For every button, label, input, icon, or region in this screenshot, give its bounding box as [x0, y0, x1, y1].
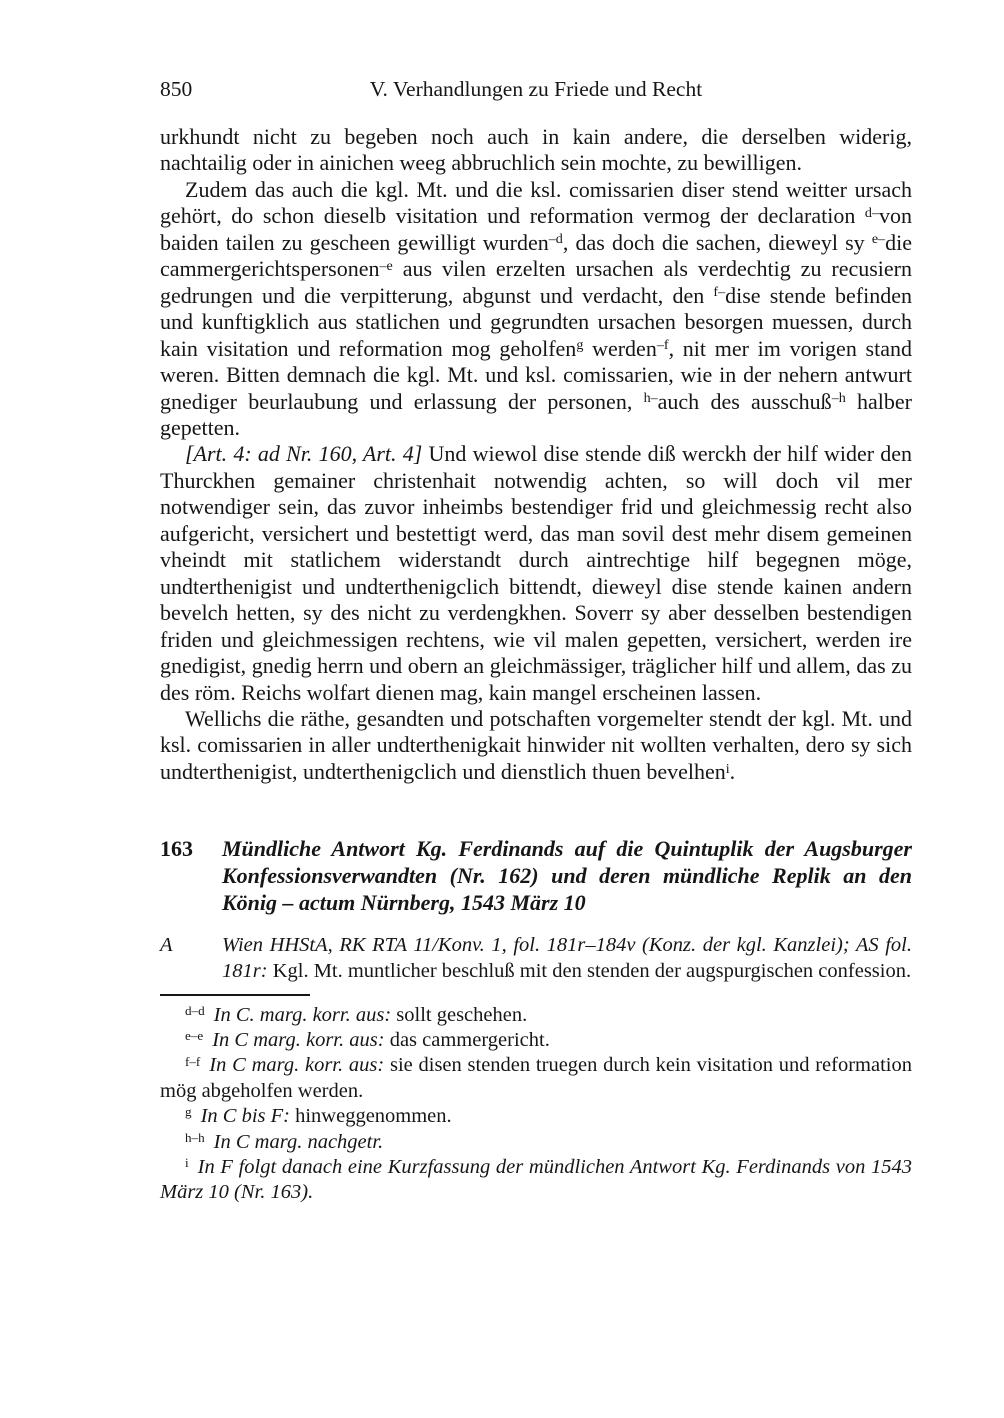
- running-title: V. Verhandlungen zu Friede und Recht: [369, 77, 703, 101]
- page-header: [160, 76, 912, 103]
- document-heading: [160, 835, 912, 916]
- footnote: f–f In C marg. korr. aus: sie disen stenden truegen durch kein visitation und reformation mög abgeholfen werden.: [160, 1053, 912, 1102]
- page-number: 850: [160, 77, 193, 101]
- source-description: Wien HHStA, RK RTA 11/Konv. 1, fol. 181r–184v (Konz. der kgl. Kanzlei); AS fol. 181r: Kgl. Mt. muntlicher beschluß mit den stenden der augspurgischen confession.: [222, 934, 912, 982]
- footnote: i In F folgt danach eine Kurzfassung der mündlichen Antwort Kg. Ferdinands von 1543 März 10 (Nr. 163).: [160, 1155, 912, 1204]
- footnote-separator: [160, 994, 310, 996]
- footnote: d–d In C. marg. korr. aus: sollt geschehen.: [185, 1002, 528, 1026]
- document-number: 163: [160, 836, 193, 862]
- source-siglum: A: [160, 934, 173, 957]
- body-paragraph: Zudem das auch die kgl. Mt. und die ksl. comissarien diser stend weitter ursach gehört, do schon dieselb visitation und reformation vermog der declaration d–von baiden tailen zu gescheen gewilligt wurden–d, das doch die sachen, dieweyl sy e–die cammergerichtspersonen–e aus vilen erzelten ursachen als verdechtig zu recusiern gedrungen und die verpitterung, abgunst und verdacht, den f–dise stende befinden und kunftigklich aus statlichen und gegrundten ursachen besorgen muessen, durch kain visitation und reformation mog geholfeng werden–f, nit mer im vorigen stand weren. Bitten demnach die kgl. Mt. und ksl. comissarien, wie in der nehern antwurt gnediger beurlaubung und erlassung der personen, h–auch des ausschuß–h halber gepetten.: [160, 176, 913, 440]
- footnote: h–h In C marg. nachgetr.: [185, 1129, 384, 1153]
- footnote: e–e In C marg. korr. aus: das cammergericht.: [185, 1028, 550, 1052]
- body-paragraph: Wellichs die räthe, gesandten und potschaften vorgemelter stendt der kgl. Mt. und ksl. comissarien in aller undterthenigkait hinwider nit wollten verhalten, dero sy sich undterthenigist, undterthenigclich und dienstlich thuen bevelheni.: [160, 705, 912, 784]
- source-entry: [160, 933, 912, 984]
- body-text: [160, 124, 912, 1206]
- document-title: Mündliche Antwort Kg. Ferdinands auf die Quintuplik der Augsburger Konfessionsverwandten (Nr. 162) und deren mündliche Replik an den König – actum Nürnberg, 1543 März 10: [222, 836, 912, 916]
- footnotes-section: [160, 1003, 912, 1206]
- footnote: g In C bis F: hinweggenommen.: [185, 1104, 452, 1128]
- body-paragraph: [Art. 4: ad Nr. 160, Art. 4] Und wiewol dise stende diß werckh der hilf wider den Thurckhen gemainer christenhait notwendig achten, so will doch vil mer notwendiger sein, das zuvor inheimbs bestendiger frid und gleichmessig recht also aufgericht, versichert und bestettigt werd, das man sovil dest mehr disem gemeinen vheindt mit statlichem widerstandt durch aintrechtige hilf begegnen möge, undterthenigist und undterthenigclich bittendt, dieweyl dise stende kainen andern bevelch hetten, sy des nicht zu verdengkhen. Soverr sy aber desselben bestendigen friden und gleichmessigen rechtens, wie vil malen gepetten, versichert, werden ire gnedigist, gnedig herrn und obern an gleichmässiger, träglicher hilf und allem, das zu des röm. Reichs wolfart dienen mag, kain mangel erscheinen lassen.: [160, 441, 912, 705]
- body-paragraph: urkhundt nicht zu begeben noch auch in kain andere, die derselben widerig, nachtailig oder in ainichen weeg abbruchlich sein mochte, zu bewilligen.: [160, 124, 912, 176]
